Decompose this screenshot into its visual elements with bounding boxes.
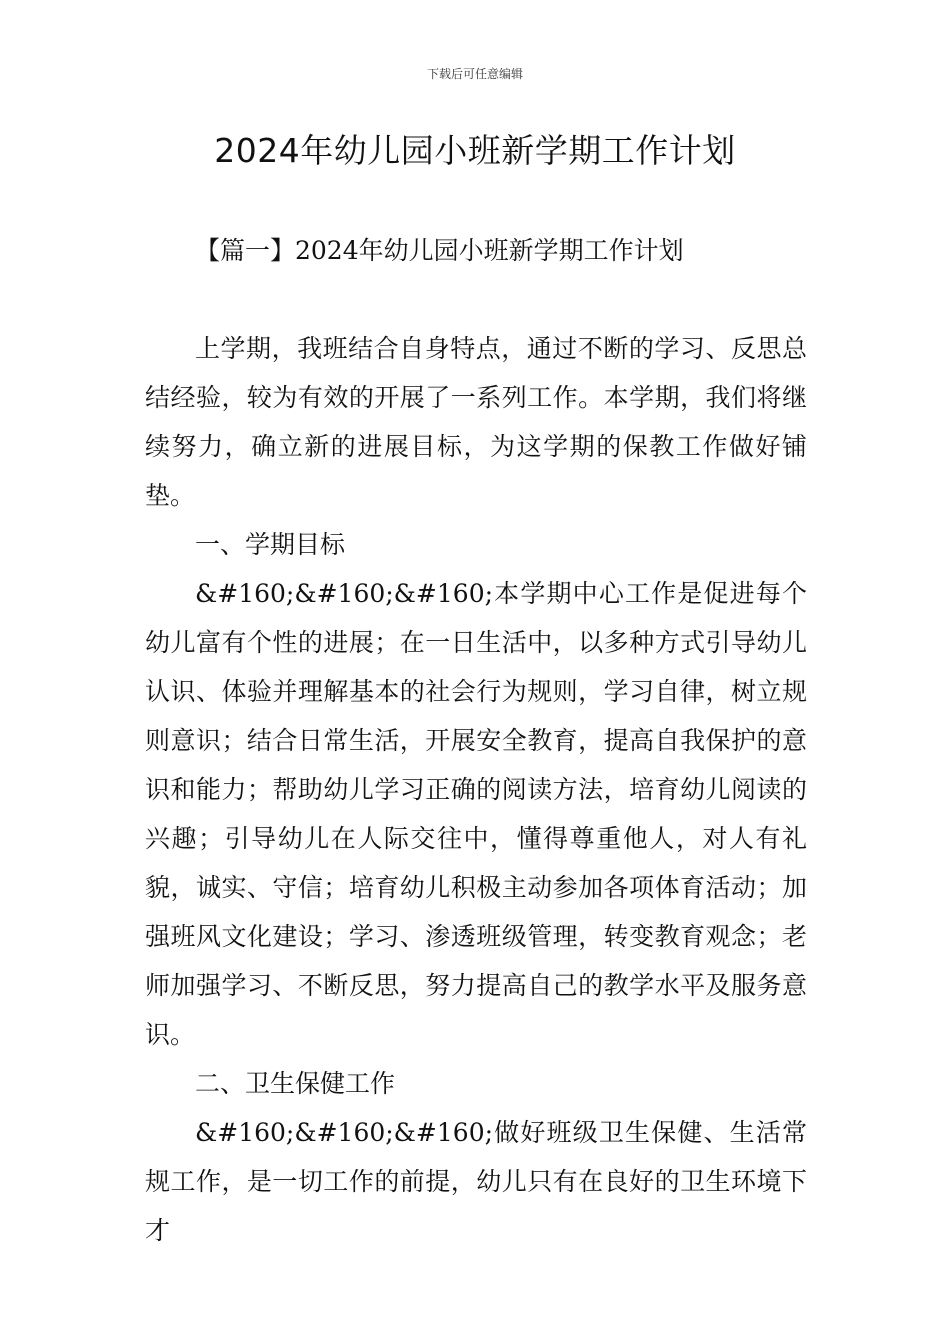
paragraph-goals: &#160;&#160;&#160;本学期中心工作是促进每个幼儿富有个性的进展；在一日生活中，以多种方式引导幼儿认识、体验并理解基本的社会行为规则，学习自律，树立规则意识；结合日常生活，开展安全教育，提高自我保护的意识和能力；帮助幼儿学习正确的阅读方法，培育幼儿阅读的兴趣；引导幼儿在人际交往中，懂得尊重他人，对人有礼貌，诚实、守信；培育幼儿积极主动参加各项体育活动；加强班风文化建设；学习、渗透班级管理，转变教育观念；老师加强学习、不断反思，努力提高自己的教学水平及服务意识。 (145, 579, 807, 1049)
paragraph-hygiene: &#160;&#160;&#160;做好班级卫生保健、生活常规工作，是一切工作的前提，幼儿只有在良好的卫生环境下才 (145, 1118, 807, 1245)
section-heading-hygiene: 二、卫生保健工作 (195, 1069, 396, 1098)
page-header-note: 下载后可任意编辑 (426, 67, 523, 81)
section-heading-goals: 一、学期目标 (195, 530, 346, 559)
document-body (145, 226, 807, 1255)
document-title: 2024年幼儿园小班新学期工作计划 (214, 131, 736, 170)
chapter-heading: 【篇一】2024年幼儿园小班新学期工作计划 (195, 236, 684, 265)
blank-line (145, 275, 807, 324)
paragraph-intro: 上学期，我班结合自身特点，通过不断的学习、反思总结经验，较为有效的开展了一系列工作。本学期，我们将继续努力，确立新的进展目标，为这学期的保教工作做好铺垫。 (145, 334, 807, 510)
